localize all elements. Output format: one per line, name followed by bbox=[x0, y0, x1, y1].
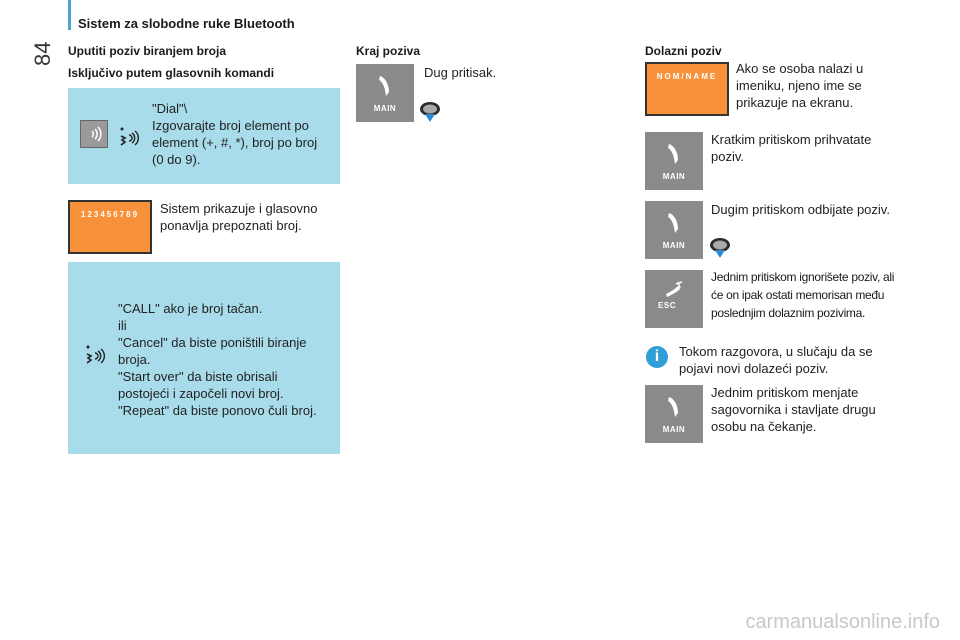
text-line: "Cancel" da biste poništili biranje bbox=[118, 335, 307, 350]
text-line: (0 do 9). bbox=[152, 152, 201, 167]
text-line: imeniku, njeno ime se bbox=[736, 78, 862, 93]
voice-waves-icon bbox=[81, 121, 107, 147]
subheading-voice-only: Isključivo putem glasovnih komandi bbox=[68, 66, 275, 80]
text-line: Tokom razgovora, u slučaju da se bbox=[679, 344, 873, 359]
text-line: Izgovarajte broj element po bbox=[152, 118, 309, 133]
long-press-icon bbox=[708, 236, 732, 260]
text-line: "Repeat" da biste ponovo čuli broj. bbox=[118, 403, 317, 418]
voice-command-button bbox=[80, 120, 108, 148]
screen-text: 123456789 bbox=[80, 210, 140, 219]
key-label: ESC bbox=[658, 301, 676, 310]
screen-text: NOM/NAME bbox=[656, 72, 718, 81]
reject-call-text: Dugim pritiskom odbijate poziv. bbox=[711, 202, 890, 217]
section-heading-dial: Uputiti poziv biranjem broja bbox=[68, 44, 227, 58]
esc-key bbox=[645, 270, 703, 328]
text-line: "Dial"\ bbox=[152, 101, 188, 116]
text-line: osobu na čekanje. bbox=[711, 419, 817, 434]
accept-call-text bbox=[711, 131, 901, 165]
header-accent-bar bbox=[68, 0, 71, 30]
phone-handset-icon bbox=[375, 74, 395, 100]
text-line: broja. bbox=[118, 352, 151, 367]
dial-instructions bbox=[152, 100, 338, 168]
voice-command-box-call bbox=[68, 262, 340, 454]
page-number: 84 bbox=[30, 41, 55, 66]
text-line: sagovornika i stavljate drugu bbox=[711, 402, 876, 417]
info-text bbox=[679, 343, 899, 377]
call-instructions bbox=[118, 300, 338, 419]
hangup-icon bbox=[662, 280, 686, 302]
end-call-text: Dug pritisak. bbox=[424, 65, 497, 80]
text-line: Ako se osoba nalazi u bbox=[736, 61, 864, 76]
display-screen-number bbox=[68, 200, 152, 254]
text-line: Kratkim pritiskom prihvatate bbox=[711, 132, 872, 147]
long-press-icon bbox=[418, 100, 442, 124]
main-phone-key-switch bbox=[645, 385, 703, 443]
text-line: postojeći i započeli novi broj. bbox=[118, 386, 284, 401]
text-line: ili bbox=[118, 318, 127, 333]
text-line: prikazuje na ekranu. bbox=[736, 95, 854, 110]
key-label: MAIN bbox=[662, 241, 686, 250]
main-phone-key-reject bbox=[645, 201, 703, 259]
text-line: "Start over" da biste obrisali bbox=[118, 369, 278, 384]
phone-handset-icon bbox=[664, 395, 684, 421]
main-phone-key bbox=[356, 64, 414, 122]
text-line: će on ipak ostati memorisan među bbox=[711, 288, 885, 302]
voice-command-box-dial bbox=[68, 88, 340, 184]
text-line: ponavlja prepoznati broj. bbox=[160, 218, 302, 233]
caller-name-text bbox=[736, 60, 896, 111]
speaking-head-icon bbox=[118, 126, 140, 148]
info-icon: i bbox=[646, 346, 668, 368]
text-line: poslednjim dolaznim pozivima. bbox=[711, 306, 866, 320]
section-heading-incoming-call: Dolazni poziv bbox=[645, 44, 722, 58]
text-line: element (+, #, *), broj po broj bbox=[152, 135, 318, 150]
text-line: Jednim pritiskom ignorišete poziv, ali bbox=[711, 270, 895, 284]
speaking-head-icon bbox=[84, 344, 106, 366]
phone-handset-icon bbox=[664, 142, 684, 168]
text-line: poziv. bbox=[711, 149, 744, 164]
switch-call-text bbox=[711, 384, 901, 435]
footer-watermark: carmanualsonline.info bbox=[745, 611, 940, 633]
main-phone-key-accept bbox=[645, 132, 703, 190]
key-label: MAIN bbox=[373, 104, 397, 113]
page-header-title: Sistem za slobodne ruke Bluetooth bbox=[78, 16, 295, 31]
phone-handset-icon bbox=[664, 211, 684, 237]
key-label: MAIN bbox=[662, 425, 686, 434]
text-line: Jednim pritiskom menjate bbox=[711, 385, 859, 400]
display-screen-name bbox=[645, 62, 729, 116]
section-heading-end-call: Kraj poziva bbox=[356, 44, 421, 58]
text-line: pojavi novi dolazeći poziv. bbox=[679, 361, 829, 376]
key-label: MAIN bbox=[662, 172, 686, 181]
text-line: "CALL" ako je broj tačan. bbox=[118, 301, 263, 316]
ignore-call-text bbox=[711, 268, 921, 322]
text-line: Sistem prikazuje i glasovno bbox=[160, 201, 318, 216]
recognized-number-text bbox=[160, 200, 340, 234]
